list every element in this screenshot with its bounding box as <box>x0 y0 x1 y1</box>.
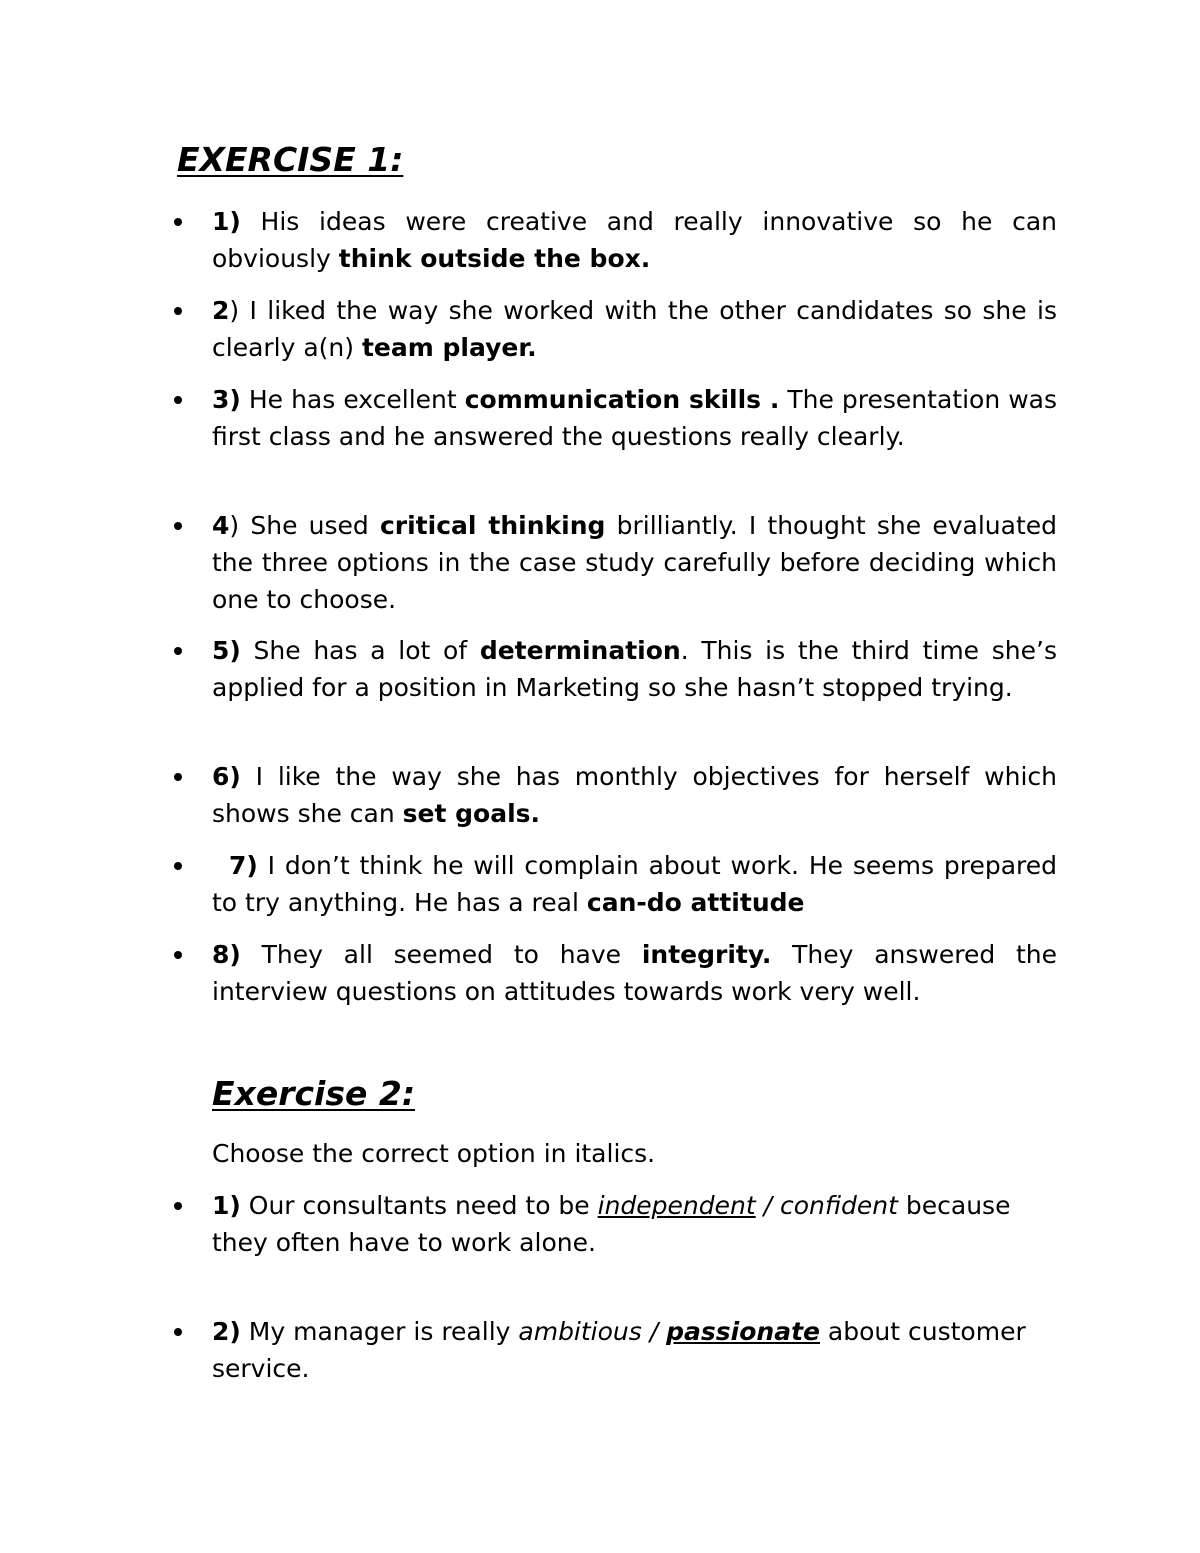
exercise-1-item: 1) His ideas were creative and really innovative so he can obviously think outside the box. <box>212 203 1057 277</box>
exercise-1-item: 2) I liked the way she worked with the other candidates so she is clearly a(n) team player. <box>212 292 1057 366</box>
bullet-icon <box>174 218 182 226</box>
answer-option: confident <box>780 1191 898 1220</box>
bullet-icon <box>174 522 182 530</box>
bullet-icon <box>174 307 182 315</box>
bullet-icon <box>174 773 182 781</box>
exercise-2-item: 1) Our consultants need to be independent / confident because they often have to work alone. <box>212 1187 1057 1261</box>
exercise-1-item: 6) I like the way she has monthly objectives for herself which shows she can set goals. <box>212 758 1057 832</box>
exercise-2-heading: Exercise 2: <box>212 1074 416 1113</box>
bullet-icon <box>174 1328 182 1336</box>
bullet-icon <box>174 951 182 959</box>
bullet-icon <box>174 647 182 655</box>
exercise-1-item: 8) They all seemed to have integrity. They answered the interview questions on attitudes towards work very well. <box>212 936 1057 1010</box>
exercise-1-item: 4) She used critical thinking brilliantly. I thought she evaluated the three options in the case study carefully before deciding which one to choose. <box>212 507 1057 618</box>
bullet-icon <box>174 1202 182 1210</box>
answer-option-selected: independent <box>597 1191 756 1220</box>
exercise-1-item: 5) She has a lot of determination. This is the third time she’s applied for a position in Marketing so she hasn’t stopped trying. <box>212 632 1057 706</box>
bullet-icon <box>174 862 182 870</box>
exercise-1-heading: EXERCISE 1: <box>177 140 404 179</box>
exercise-1-item: 3) He has excellent communication skills . The presentation was first class and he answered the questions really clearly. <box>212 381 1057 455</box>
exercise-1-item: 7) I don’t think he will complain about work. He seems prepared to try anything. He has a real can-do attitude <box>212 847 1057 921</box>
exercise-2-instruction: Choose the correct option in italics. <box>212 1139 656 1168</box>
exercise-2-item: 2) My manager is really ambitious / passionate about customer service. <box>212 1313 1057 1387</box>
answer-option-selected: passionate <box>666 1317 820 1346</box>
bullet-icon <box>174 396 182 404</box>
answer-option: ambitious <box>518 1317 642 1346</box>
